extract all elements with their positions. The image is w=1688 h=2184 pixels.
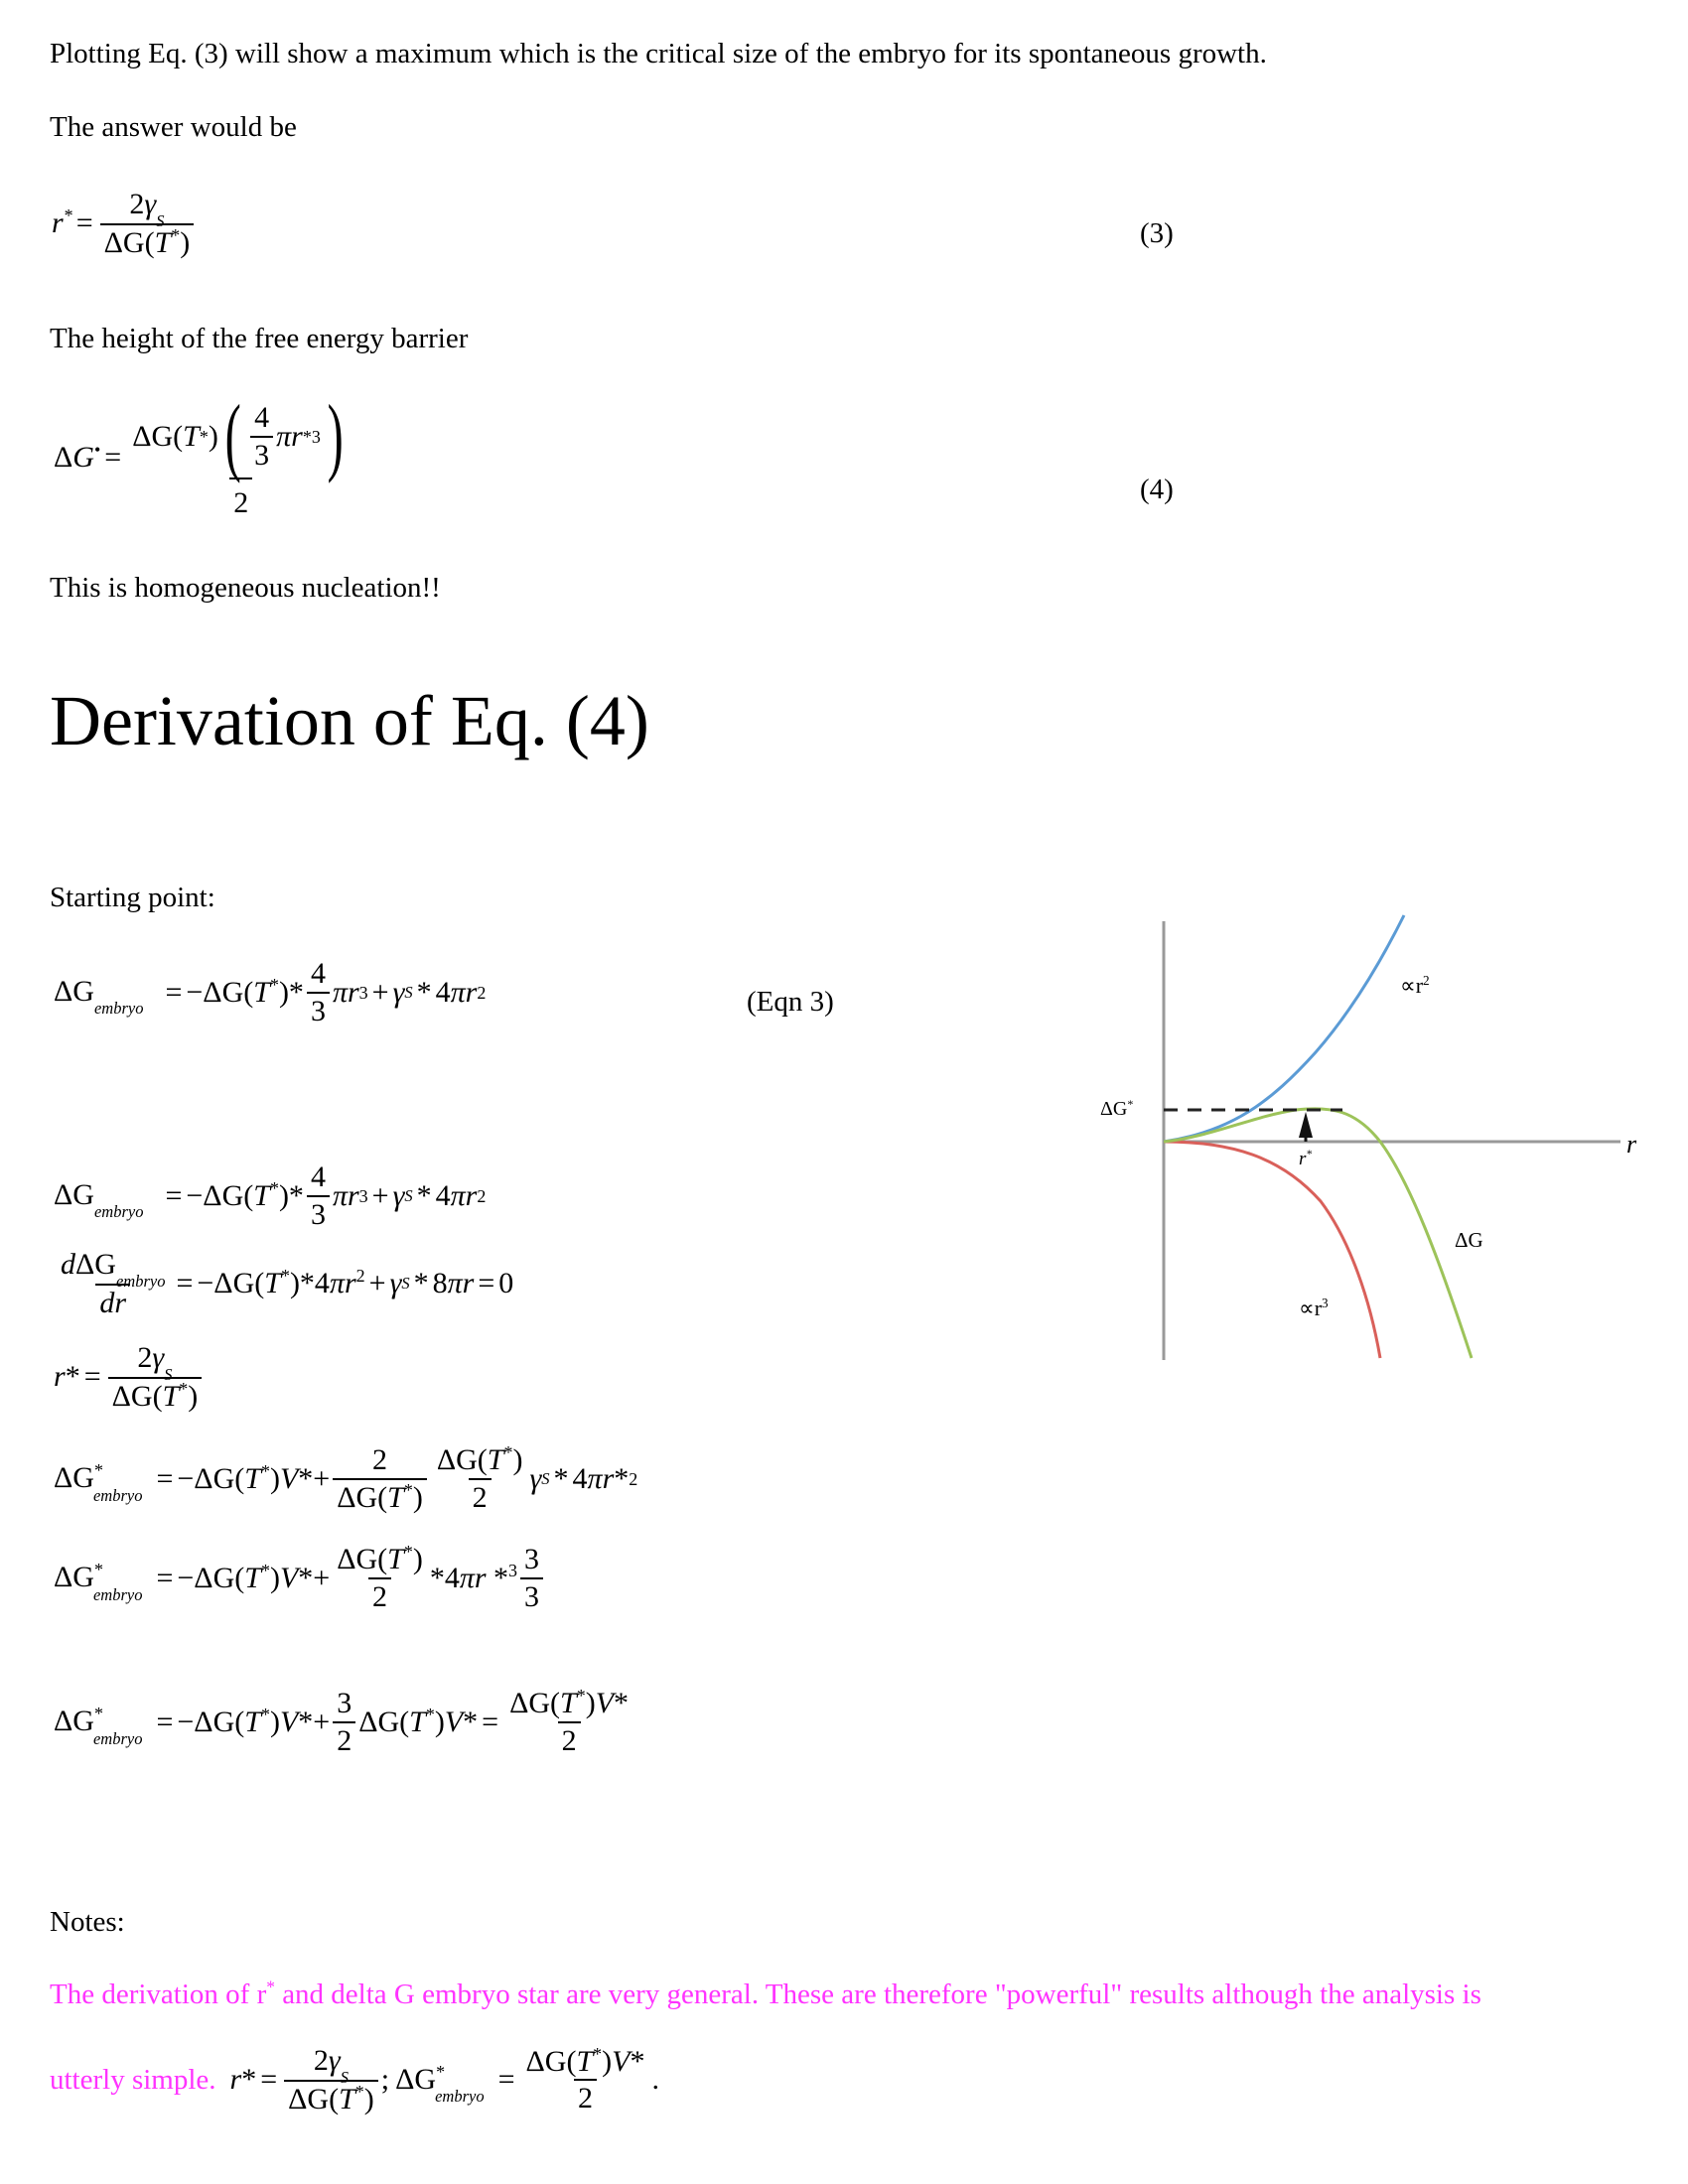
notes-text-line-1: The derivation of r* and delta G embryo star are very general. These are therefore "powerful" results although the analysis is (50, 1977, 1481, 2010)
derivation-line-4: $\Delta G^*_{embryo}$ = −ΔG(T*)V*+ $\frac{2}{\Delta G(T^*)}$ $\frac{\Delta G(T^*)}{2}$ γ S * 4 πr * 2 (54, 1442, 638, 1514)
notes-text-line-2: utterly simple. (50, 2063, 216, 2096)
notes-summary-line: utterly simple. r * = $\frac{2\gamma_S}{\Delta G(T^*)}$ ; $\Delta G^*_{embryo}$ = $\frac{\Delta G(T^*)V*}{2}$ . (50, 2044, 659, 2116)
homogeneous-nucleation-note: This is homogeneous nucleation!! (50, 572, 441, 604)
starting-point-label: Starting point: (50, 882, 215, 913)
prop-r2-label: $\propto r^2$ (1400, 973, 1430, 998)
derivation-line-1: $\Delta G_{embryo}$ = −ΔG(T*)* $\frac{4}{3}$ πr 3 + γ S * 4 πr 2 (54, 1160, 487, 1231)
chart-svg (1082, 903, 1638, 1380)
derivation-line-5: $\Delta G^*_{embryo}$ = −ΔG(T*)V*+ $\frac{\Delta G(T^*)}{2}$ *4πr *$^3$ $\frac{3}{3}$ (54, 1544, 546, 1612)
eqn3-tag: (Eqn 3) (747, 986, 834, 1018)
r-star-label: r* (1299, 1149, 1313, 1169)
r-squared-curve (1164, 915, 1404, 1142)
delta-g-label: ΔG (1455, 1228, 1483, 1252)
free-energy-chart (1082, 903, 1638, 1380)
answer-label: The answer would be (50, 111, 297, 143)
barrier-label: The height of the free energy barrier (50, 323, 469, 354)
equation-3: r* = $\frac{2\gamma_S}{\Delta G(T^*)}$ (52, 189, 197, 259)
notes-label: Notes: (50, 1906, 125, 1938)
equation-4-number: (4) (1140, 474, 1174, 505)
r-cubed-curve (1164, 1142, 1380, 1358)
equation-3-number: (3) (1140, 217, 1174, 249)
x-axis-label: r (1626, 1130, 1637, 1159)
section-heading: Derivation of Eq. (4) (50, 681, 649, 760)
derivation-line-2: $\frac{d\Delta G_{embryo}}{dr}$ = $-\Delta G(T^*)*4\pi r^2$ + γ S * 8 πr = 0 (61, 1248, 514, 1320)
derivation-line-6: $\Delta G^*_{embryo}$ = −ΔG(T*)V*+ $\frac{3}{2}$ ΔG(T*)V* = $\frac{\Delta G(T^*)V*}{2}$ (54, 1686, 630, 1757)
prop-r3-label: $\propto r^3$ (1299, 1296, 1329, 1320)
intro-paragraph: Plotting Eq. (3) will show a maximum which is the critical size of the embryo for its spontaneous growth. (50, 38, 1267, 69)
delta-g-star-label: ΔG* (1100, 1096, 1134, 1120)
derivation-line-3: r * = $\frac{2\gamma_S}{\Delta G(T^*)}$ (54, 1342, 205, 1413)
equation-4: ΔG• = ΔG( T * ) ( $\frac{4}{3}$ πr *3 ) 2 (54, 388, 344, 520)
starting-equation: $\Delta G_{embryo}$ = −ΔG(T*)* $\frac{4}{3}$ πr 3 + γ S * 4 πr 2 (54, 957, 487, 1027)
